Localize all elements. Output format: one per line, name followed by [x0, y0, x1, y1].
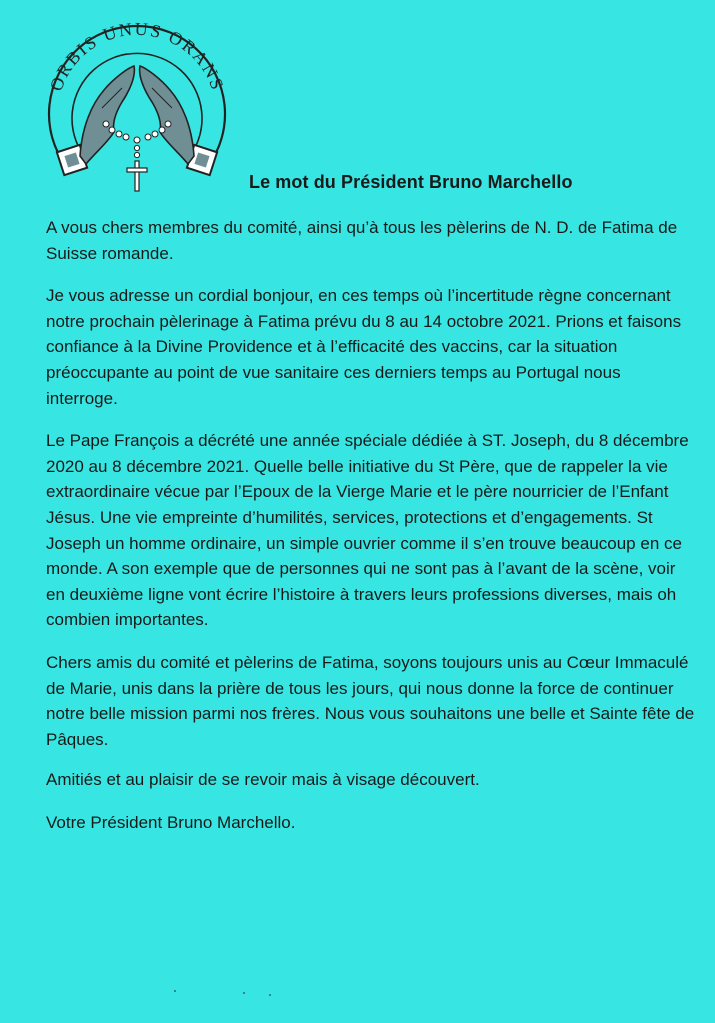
signature-line: Votre Président Bruno Marchello.: [46, 812, 296, 832]
praying-hands-rosary-icon: [42, 16, 232, 196]
svg-text:ORBIS UNUS ORANS: ORBIS UNUS ORANS: [45, 18, 229, 94]
scan-speck: [269, 994, 271, 996]
orbis-unus-orans-logo: [42, 16, 232, 196]
paragraph-pilgrimage: Je vous adresse un cordial bonjour, en ces temps où l’incertitude règne concernant notre prochain pèlerinage à Fatima prévu du 8 au 14 octobre 2021. Prions et faisons confiance à la Divine Providence et à l’efficacité des vaccins, car la situation préoccupante au point de vue sanitaire ces derniers temps au Portugal nous interroge.: [46, 286, 682, 408]
scan-speck: [243, 992, 245, 994]
scan-speck: [174, 990, 176, 992]
page-title: Le mot du Président Bruno Marchello: [249, 172, 573, 192]
paragraph-wishes: Chers amis du comité et pèlerins de Fatima, soyons toujours unis au Cœur Immaculé de Marie, unis dans la prière de tous les jours, qui nous donne la force de continuer notre belle mission parmi nos frères. Nous vous souhaitons une belle et Sainte fête de Pâques.: [46, 652, 695, 749]
letter-body: [46, 215, 696, 852]
paragraph-farewell: Amitiés et au plaisir de se revoir mais à visage découvert.: [46, 770, 480, 790]
paragraph-st-joseph: Le Pape François a décrété une année spéciale dédiée à ST. Joseph, du 8 décembre 2020 au 8 décembre 2021. Quelle belle initiative du St Père, que de rappeler la vie extraordinaire vécue par l’Epoux de la Vierge Marie et le père nourricier de l’Enfant Jésus. Une vie empreinte d’humilités, services, protections et d’engagements. St Joseph un homme ordinaire, un simple ouvrier comme il s’en trouve beaucoup en ce monde. A son exemple que de personnes qui ne sont pas à l’avant de la scène, voir en deuxième ligne vont écrire l’histoire à travers leurs professions diverses, mais oh combien importantes.: [46, 431, 689, 630]
paragraph-greeting: A vous chers membres du comité, ainsi qu’à tous les pèlerins de N. D. de Fatima de Suisse romande.: [46, 218, 678, 263]
